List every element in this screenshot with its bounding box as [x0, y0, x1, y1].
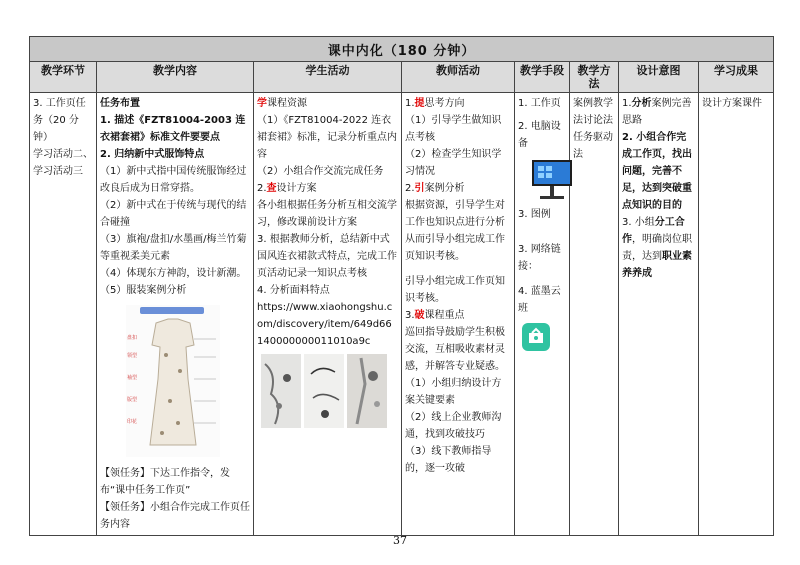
means-item: 2. 电脑设备 — [518, 121, 561, 149]
stage-cell — [30, 93, 97, 536]
monitor-icon — [530, 158, 574, 202]
header-teacher-activity: 教师活动 — [402, 62, 515, 93]
means-item: 3. 网络链接： — [518, 244, 561, 272]
student-text: （1）《FZT81004-2022 连衣裙套裙》标准，记录分析重点内容 — [257, 115, 397, 160]
student-text: 3. 根据教师分析，总结新中式国风连衣裙款式特点，完成工作页活动记录一知识点考核 — [257, 234, 397, 279]
student-text: （2）小组合作交流完成任务 — [257, 166, 384, 177]
teacher-text: 思考方向 — [424, 98, 465, 109]
dress-label: 袖型 — [127, 375, 138, 381]
teacher-text: （1）小组归纳设计方案关键要素 — [405, 378, 502, 406]
app-icon — [522, 323, 550, 351]
table-title: 课中内化（180 分钟） — [30, 37, 774, 62]
teacher-mark-guide: 引 — [414, 183, 425, 194]
means-item: 4. 蓝墨云班 — [518, 286, 561, 314]
dress-case-image — [126, 305, 220, 457]
intent-bold: 分析 — [631, 98, 652, 109]
teacher-text: （1）引导学生做知识点考核 — [405, 115, 502, 143]
header-content: 教学内容 — [97, 62, 254, 93]
student-text: 各小组根据任务分析互相交流学习，修改课前设计方案 — [257, 200, 397, 228]
intent-cell: 1.分析案例完善思路 2. 小组合作完成工作页，找出问题，完善不足，达到突破重点知识的目的 3. 小组分工合作，明确岗位职责，达到职业素养养成 — [619, 93, 699, 536]
content-point: （4）体现东方神韵，设计新潮。 — [100, 268, 247, 279]
header-intent: 设计意图 — [619, 62, 699, 93]
stage-line: 学习活动二、学习活动三 — [33, 149, 93, 177]
header-means: 教学手段 — [515, 62, 570, 93]
content-item: 2. 归纳新中式服饰特点 — [100, 149, 205, 160]
teacher-text: 课程重点 — [424, 310, 465, 321]
teacher-mark-prompt: 提 — [414, 98, 425, 109]
teacher-mark-break: 破 — [414, 310, 425, 321]
teacher-text: 根据资源，引导学生对工作也知识点进行分析从而引导小组完成工作页知识考核。 — [405, 200, 505, 262]
content-cell — [97, 93, 254, 536]
teacher-activity-cell: 1.提思考方向 （1）引导学生做知识点考核 （2）检查学生知识学习情况 2.引案例分析 根据资源，引导学生对工作也知识点进行分析从而引导小组完成工作页知识考核。 引导小组完成工作页知识考核。 3.破课程重点 巡回指导鼓励学生积极交流，互相吸收素材灵感，并解答专业疑惑。 （1）小组归纳设计方案关键要素 （2）线上企业教师沟通，找到攻破技巧 （3）线下教师指导的，逐一攻破 — [402, 93, 515, 536]
header-method: 教学方法 — [570, 62, 619, 93]
header-stage: 教学环节 — [30, 62, 97, 93]
dress-label: 版型 — [127, 397, 138, 403]
means-cell — [515, 93, 570, 536]
student-text: 4. 分析面料特点 — [257, 285, 330, 296]
student-mark-study: 学 — [257, 98, 267, 109]
header-student-activity: 学生活动 — [254, 62, 402, 93]
content-task: 【领任务】下达工作指令，发布“课中任务工作页” — [100, 468, 230, 496]
student-text: 课程资源 — [267, 98, 307, 109]
content-point: （5）服装案例分析 — [100, 285, 187, 296]
teacher-text: 巡回指导鼓励学生积极交流，互相吸收素材灵感，并解答专业疑惑。 — [405, 327, 505, 372]
outcome-cell: 设计方案课件 — [699, 93, 774, 536]
fabric-photos — [261, 354, 387, 428]
content-point: （3）旗袍/盘扣/水墨画/梅兰竹菊等重视柔美元素 — [100, 234, 247, 262]
means-item: 1. 工作页 — [518, 98, 561, 109]
student-activity-cell: 学课程资源 （1）《FZT81004-2022 连衣裙套裙》标准，记录分析重点内容 （2）小组合作交流完成任务 2.查设计方案 各小组根据任务分析互相交流学习，修改课前设计方案 3. 根据教师分析，总结新中式国风连衣裙款式特点，完成工作页活动记录一知识点考核 4. 分析面料特点 https://www.xiaohongshu.com/discovery/item/649d66140000000011010a9c — [254, 93, 402, 536]
fabric-link[interactable]: https://www.xiaohongshu.com/discovery/item/649d66140000000011010a9c — [257, 302, 393, 347]
content-point: （1）新中式指中国传统服饰经过改良后成为日常穿搭。 — [100, 166, 247, 194]
method-cell: 案例教学法讨论法任务驱动法 — [570, 93, 619, 536]
means-item: 3. 图例 — [518, 209, 551, 220]
teacher-text: （2）线上企业教师沟通，找到攻破技巧 — [405, 412, 502, 440]
page-number: 37 — [393, 534, 407, 547]
intent-item: 2. 小组合作完成工作页，找出问题，完善不足，达到突破重点知识的目的 — [622, 132, 692, 211]
teacher-text: 引导小组完成工作页知识考核。 — [405, 276, 505, 304]
stage-line: 3. 工作页任务（20 分钟） — [33, 98, 86, 143]
header-outcome: 学习成果 — [699, 62, 774, 93]
dress-label: 领型 — [127, 353, 138, 359]
lesson-plan-table — [29, 36, 774, 536]
student-mark-check: 查 — [266, 183, 277, 194]
content-point: （2）新中式在于传统与现代的结合碰撞 — [100, 200, 247, 228]
student-text: 设计方案 — [276, 183, 317, 194]
teacher-text: 案例分析 — [424, 183, 465, 194]
content-item: 1. 描述《FZT81004-2003 连衣裙套裙》标准文件要要点 — [100, 115, 246, 143]
dress-label: 印花 — [127, 419, 138, 425]
teacher-text: （3）线下教师指导的，逐一攻破 — [405, 446, 492, 474]
dress-label: 盘扣 — [127, 335, 138, 341]
teacher-text: （2）检查学生知识学习情况 — [405, 149, 502, 177]
content-task: 【领任务】小组合作完成工作页任务内容 — [100, 502, 250, 530]
content-heading: 任务布置 — [100, 98, 140, 109]
